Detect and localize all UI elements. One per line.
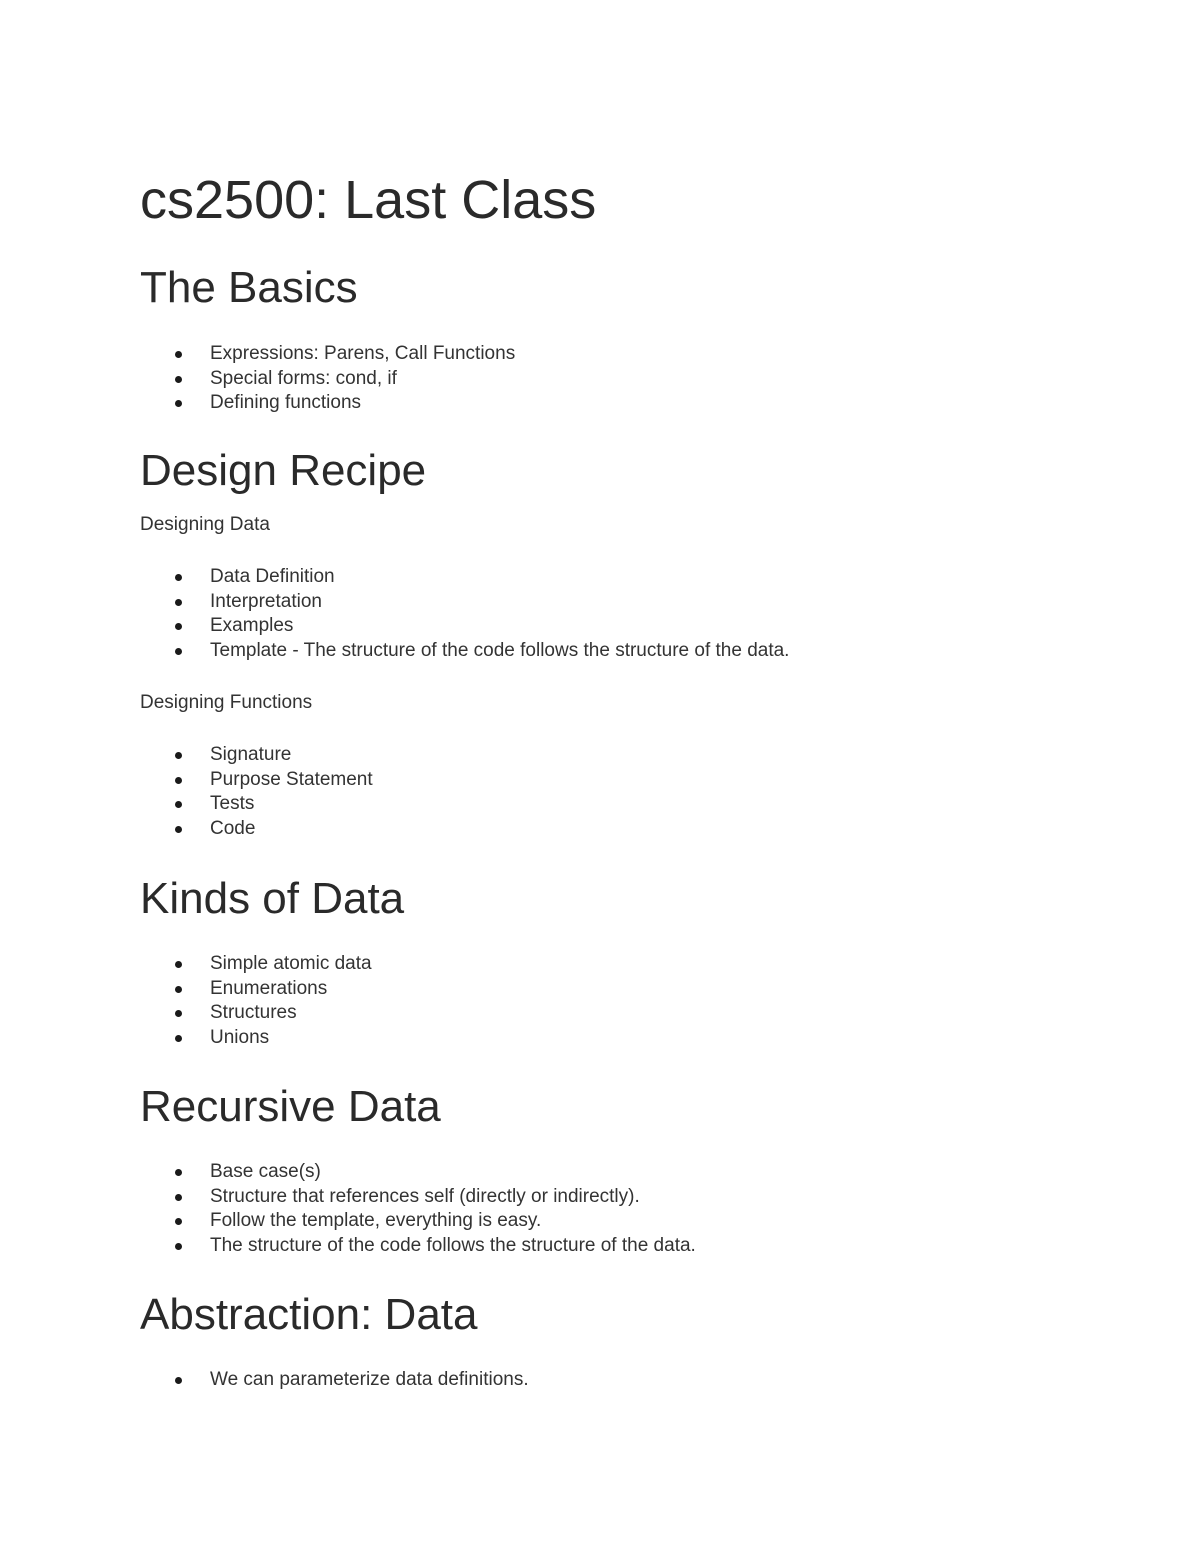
bullet-icon (175, 961, 182, 968)
heading-design-recipe: Design Recipe (140, 446, 427, 495)
bullet-icon (175, 574, 182, 581)
document-page: cs2500: Last Class The Basics Expressions: Parens, Call Functions Special forms: cond, if Defining functions Design Recipe Designing Data Data Definition Interpretation Examples Template - The structure of the code follows the structure of the data. Designing Functions Signature Purpose Statement Tests Code Kinds of Data Simple atomic data Enumerations Structures Unions Recursive Data Base case(s) Structure that references self (directly or indirectly). Follow the template, everything is easy. The structure of the code follows the structure of the data. Abstraction: Data We can parameterize data definitions. (140, 170, 790, 1390)
bullet-icon (175, 376, 182, 383)
bullet-icon (175, 351, 182, 358)
bullet-icon (175, 1010, 182, 1017)
bullet-icon (175, 648, 182, 655)
bullet-icon (175, 1243, 182, 1250)
label-designing-data: Designing Data (140, 514, 270, 535)
document-title: cs2500: Last Class (140, 170, 597, 230)
bullet-icon (175, 986, 182, 993)
bullet-icon (175, 777, 182, 784)
heading-abstraction-data: Abstraction: Data (140, 1290, 478, 1339)
bullet-icon (175, 599, 182, 606)
label-designing-functions: Designing Functions (140, 692, 313, 713)
bullet-icon (175, 1035, 182, 1042)
bullet-icon (175, 826, 182, 833)
bullet-icon (175, 1194, 182, 1201)
bullet-icon (175, 1218, 182, 1225)
bullet-icon (175, 752, 182, 759)
heading-recursive-data: Recursive Data (140, 1082, 441, 1131)
heading-kinds-of-data: Kinds of Data (140, 874, 405, 923)
bullet-icon (175, 1377, 182, 1384)
heading-the-basics: The Basics (140, 263, 358, 312)
bullet-icon (175, 801, 182, 808)
bullet-icon (175, 623, 182, 630)
bullet-icon (175, 1169, 182, 1176)
bullet-icon (175, 400, 182, 407)
